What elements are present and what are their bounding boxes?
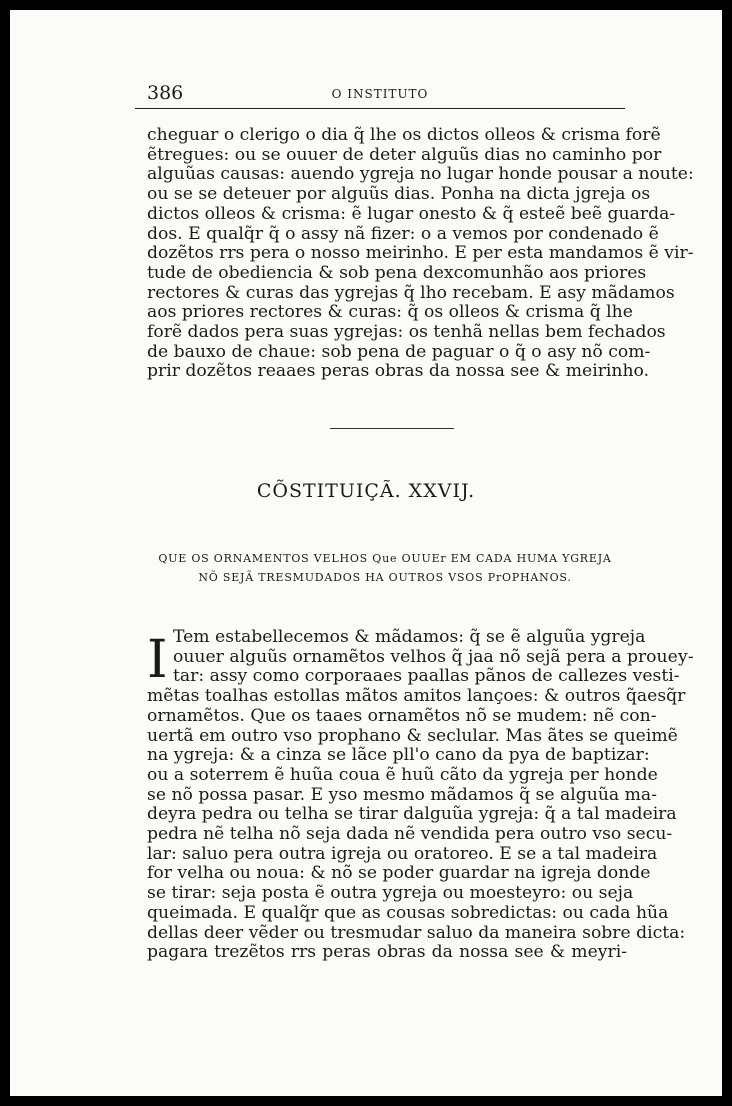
text-line: dozẽtos rrs pera o nosso meirinho. E per esta mandamos ẽ vir- [147,243,694,264]
chapter-heading: CÕSTITUIÇÃ. XXVIJ. [256,480,476,502]
paragraph-body [147,627,694,963]
text-line: uertã em outro vso prophano & seclular. Mas ãtes se queimẽ [147,725,678,746]
text-line: pagara trezẽtos rrs peras obras da nossa see & meyri- [147,942,627,963]
text-line: Tem estabellecemos & mãdamos: q̃ se ẽ alguũa ygreja [173,627,646,647]
text-line: pedra nẽ telha nõ seja dada nẽ vendida pera outro vso secu- [147,824,673,845]
text-line: dellas deer vẽder ou tresmudar saluo da maneira sobre dicta: [147,922,686,943]
text-line: tude de obediencia & sob pena dexcomunhão aos priores [147,262,647,283]
text-line: ornamẽtos. Que os taaes ornamẽtos nõ se mudem: nẽ con- [147,705,657,726]
text-line: queimada. E qualq̃r que as cousas sobredictas: ou cada hũa [147,902,669,923]
page-header [135,82,625,108]
text-line: aos priores rectores & curas: q̃ os olleos & crisma q̃ lhe [147,302,633,323]
text-line: dictos olleos & crisma: ẽ lugar onesto & q̃ esteẽ beẽ guarda- [147,203,676,224]
running-title: O INSTITUTO [331,87,429,101]
text-line: deyra pedra ou telha se tirar dalguũa ygreja: q̃ a tal madeira [147,804,677,825]
text-line: ouuer alguũs ornamẽtos velhos q̃ jaa nõ sejã pera a proueу- [173,646,694,667]
text-line: rectores & curas das ygrejas q̃ lho recebam. E asy mãdamos [147,282,675,303]
text-line: cheguar o clerigo o dia q̃ lhe os dictos olleos & crisma forẽ [147,125,661,145]
text-line: for velha ou noua: & nõ se poder guardar na igreja donde [147,863,651,884]
text-line: se tirar: seja posta ẽ outra ygreja ou moesteyro: ou seja [147,883,634,904]
text-line: prir dozẽtos reaaes peras obras da nossa see & meirinho. [147,361,650,382]
text-line: se nõ possa pasar. E yso mesmo mãdamos q̃ se alguũa ma- [147,784,657,805]
text-line: lar: saluo pera outra igreja ou oratoreo. E se a tal madeira [147,843,658,864]
chapter-subtitle [140,549,630,587]
subtitle-line: QUE OS ORNAMENTOS VELHOS Que OUUEr EM CADA HUMA YGREJA [158,552,612,565]
text-line: tar: assy como corporaaes paallas pãnos de callezes vesti- [173,666,680,687]
drop-cap: I [147,630,168,690]
text-line: ẽtregues: ou se ouuer de deter alguũs dias no caminho por [147,144,662,165]
text-line: dos. E qualq̃r q̃ o assy nã fizer: o a vemos por condenado ẽ [147,223,659,244]
text-line: mẽtas toalhas estollas mãtos amitos lançoes: & outros q̃aesq̃r [147,686,686,707]
text-line: forẽ dados pera suas ygrejas: os tenhã nellas bem fechados [147,322,666,343]
paragraph-continued [147,125,694,382]
header-rule [135,108,625,109]
text-line: ou se se deteuer por alguũs dias. Ponha na dicta jgreja os [147,184,651,205]
subtitle-line: NÕ SEJÃ TRESMUDADOS HA OUTROS VSOS PrOPHANOS. [198,571,572,584]
text-line: ou a soterrem ẽ huũa coua ẽ huũ cãto da ygreja per honde [147,764,658,785]
text-line: na ygreja: & a cinza se lãce pll'o cano da pya de baptizar: [147,745,650,766]
section-divider [330,428,454,429]
text-line: alguũas causas: auendo ygreja no lugar honde pousar a noute: [147,164,694,185]
text-line: de bauxo de chaue: sob pena de paguar o q̃ o asy nõ com- [147,341,651,362]
page-number: 386 [147,82,184,104]
